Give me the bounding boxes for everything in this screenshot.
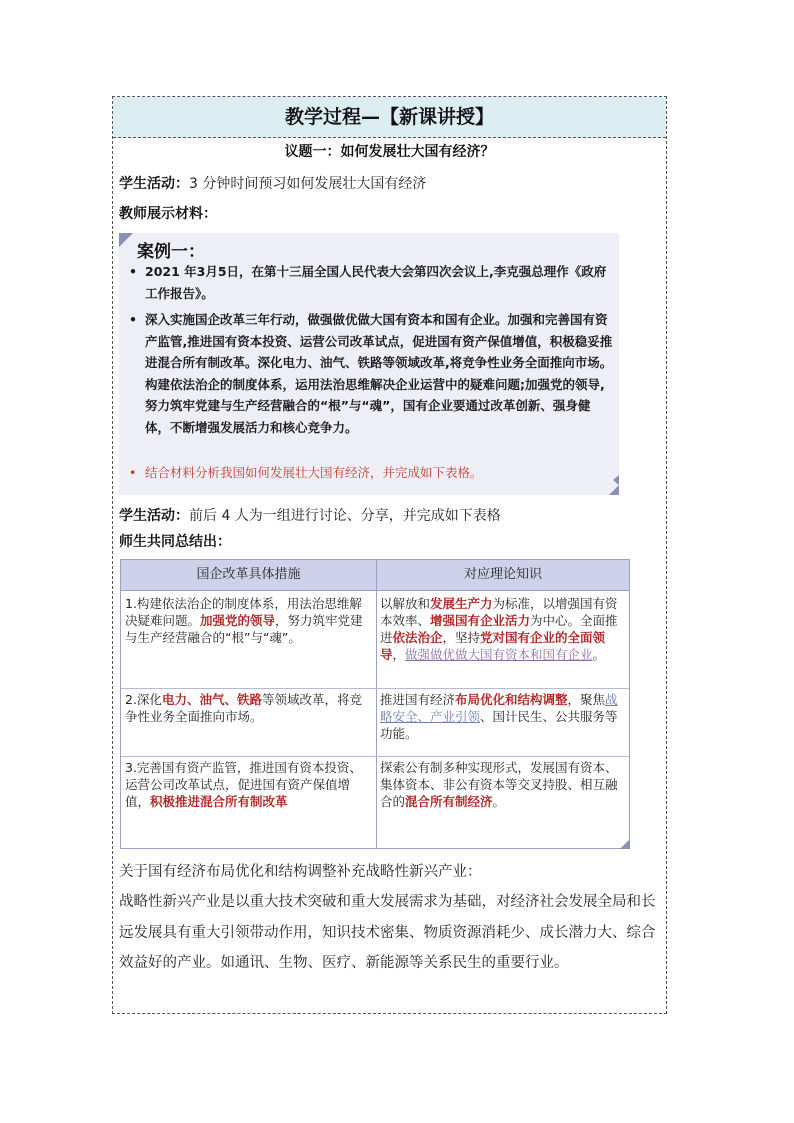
case-title: 案例一：	[137, 242, 205, 262]
case-bullet: • 2021 年3月5日，在第十三届全国人民代表大会第四次会议上,李克强总理作《政府工作报告》。	[129, 264, 607, 301]
row-divider	[121, 756, 629, 757]
student-activity-line	[119, 505, 501, 525]
lesson-frame	[112, 96, 667, 1014]
section-header: 教学过程—【新课讲授】	[113, 97, 666, 138]
summary-label: 师生共同总结出：	[119, 534, 231, 550]
student-activity-text: 前后 4 人为一组进行讨论、分享，并完成如下表格	[189, 508, 501, 524]
student-activity-label: 学生活动：	[119, 508, 189, 524]
table-header-theory: 对应理论知识	[377, 560, 629, 591]
student-activity-text: 3 分钟时间预习如何发展壮大国有经济	[189, 176, 427, 192]
row-divider	[121, 688, 629, 689]
case-bullet: • 深入实施国企改革三年行动，做强做优做大国有资本和国有企业。加强和完善国有资产监管,推进国有资本投资、运营公司改革试点，促进国有资产保值增值，积极稳妥推进混合所有制改革。深化电力、油气、铁路等领域改革,将竞争性业务全面推向市场。构建依法治企的制度体系，运用法治思维解决企业运营中的疑难问题;加强党的领导,努力筑牢党建与生产经营融合的“根”与“魂”，国有企业要通过改革创新、强身健体，不断增强发展活力和核心竞争力。	[129, 312, 613, 435]
table-header-measures: 国企改革具体措施	[121, 560, 376, 591]
supplement-body: 战略性新兴产业是以重大技术突破和重大发展需求为基础，对经济社会发展全局和长远发展具有重大引领带动作用，知识技术密集、物质资源消耗少、成长潜力大、综合效益好的产业。如通讯、生物、医疗、新能源等关系民生的重要行业。	[119, 894, 656, 971]
table-cell-measure: 1.构建依法治企的制度体系，用法治思维解决疑难问题。加强党的领导，努力筑牢党建与生产经营融合的“根”与“魂”。	[125, 596, 363, 645]
student-activity-line	[119, 173, 426, 193]
student-activity-label: 学生活动：	[119, 176, 189, 192]
table-cell-measure: 2.深化电力、油气、铁路等领域改革，将竞争性业务全面推向市场。	[125, 692, 362, 724]
case-slide	[119, 233, 619, 495]
slide-arrow-decoration	[613, 475, 619, 485]
slide-corner-decoration	[620, 839, 630, 849]
column-divider	[376, 560, 377, 848]
teacher-material-label: 教师展示材料：	[119, 206, 217, 222]
table-cell-measure: 3.完善国有资产监管，推进国有资本投资、运营公司改革试点，促进国有资产保值增值，积极推进混合所有制改革	[125, 760, 362, 809]
case-task: • 结合材料分析我国如何发展壮大国有经济，并完成如下表格。	[129, 465, 483, 480]
reform-table	[120, 559, 630, 849]
slide-corner-decoration	[609, 485, 619, 495]
table-cell-theory: 推进国有经济布局优化和结构调整，聚焦战略安全、产业引领、国计民生、公共服务等功能。	[380, 692, 618, 741]
slide-corner-decoration	[119, 233, 133, 247]
table-cell-theory: 以解放和发展生产力为标准，以增强国有资本效率、增强国有企业活力为中心。全面推进依法治企，坚持党对国有企业的全面领导，做强做优做大国有资本和国有企业。	[380, 596, 618, 662]
table-cell-theory: 探索公有制多种实现形式，发展国有资本、集体资本、非公有资本等交叉持股、相互融合的混合所有制经济。	[380, 760, 618, 809]
supplement-intro: 关于国有经济布局优化和结构调整补充战略性新兴产业：	[119, 864, 482, 880]
topic-heading: 议题一：如何发展壮大国有经济？	[284, 144, 495, 160]
